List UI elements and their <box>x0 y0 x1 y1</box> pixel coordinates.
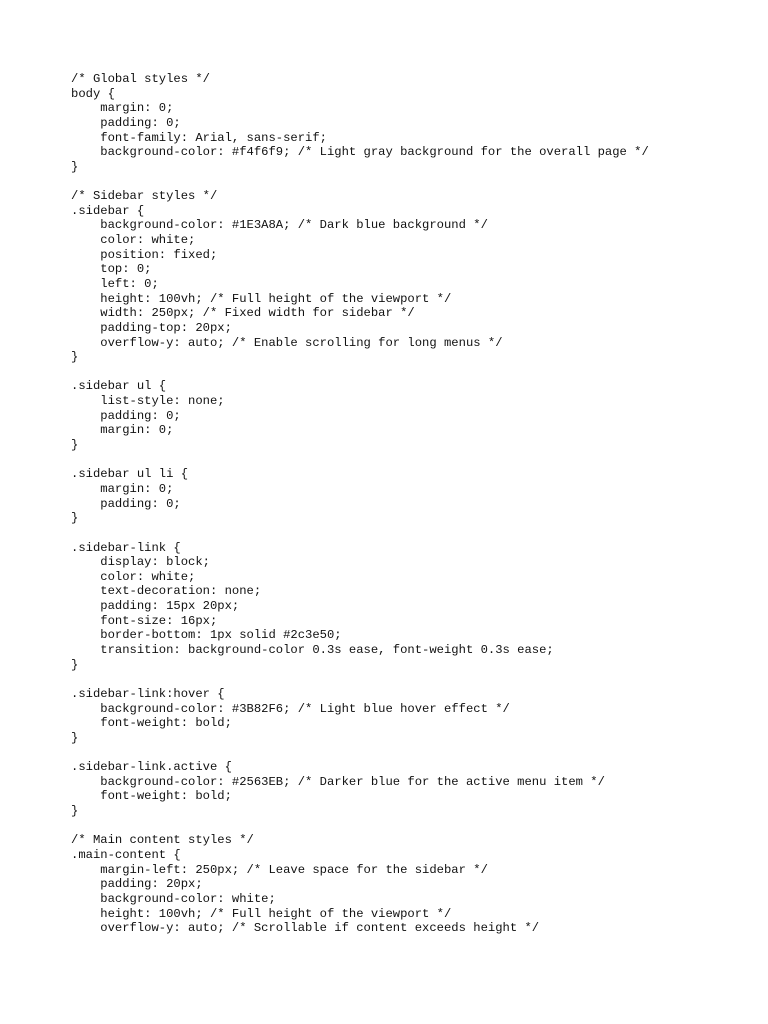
code-line: body { <box>71 86 115 101</box>
code-line: list-style: none; <box>71 394 225 409</box>
code-line: .sidebar-link:hover { <box>71 686 225 701</box>
code-line: .sidebar ul li { <box>71 467 189 482</box>
code-line <box>71 745 649 760</box>
code-line <box>71 526 649 541</box>
code-line: padding: 20px; <box>71 877 203 892</box>
code-line: } <box>71 159 79 174</box>
code-line: font-weight: bold; <box>71 716 232 731</box>
code-line: .main-content { <box>71 847 181 862</box>
code-line: /* Sidebar styles */ <box>71 189 218 204</box>
code-line: } <box>71 804 79 819</box>
code-line: margin-left: 250px; /* Leave space for the sidebar */ <box>71 862 488 877</box>
code-line: padding: 0; <box>71 496 181 511</box>
code-line: background-color: #2563EB; /* Darker blue for the active menu item */ <box>71 774 605 789</box>
code-line <box>71 672 649 687</box>
code-line: } <box>71 511 79 526</box>
code-line: display: block; <box>71 555 210 570</box>
code-line: /* Global styles */ <box>71 72 210 86</box>
code-line: .sidebar { <box>71 203 145 218</box>
code-line: text-decoration: none; <box>71 584 262 599</box>
code-line: position: fixed; <box>71 247 218 262</box>
code-line: color: white; <box>71 569 196 584</box>
code-line: padding: 0; <box>71 408 181 423</box>
code-line: margin: 0; <box>71 101 174 116</box>
code-line <box>71 365 649 380</box>
code-line: background-color: #3B82F6; /* Light blue hover effect */ <box>71 701 510 716</box>
code-line: top: 0; <box>71 262 152 277</box>
code-line: font-weight: bold; <box>71 789 232 804</box>
code-line: overflow-y: auto; /* Scrollable if content exceeds height */ <box>71 921 540 936</box>
code-line: width: 250px; /* Fixed width for sidebar */ <box>71 306 415 321</box>
code-line: } <box>71 657 79 672</box>
code-line: font-size: 16px; <box>71 613 218 628</box>
code-line <box>71 453 649 468</box>
code-line: margin: 0; <box>71 481 174 496</box>
code-line: background-color: white; <box>71 891 276 906</box>
code-line: background-color: #f4f6f9; /* Light gray background for the overall page */ <box>71 145 649 160</box>
code-line: padding: 0; <box>71 115 181 130</box>
code-listing <box>71 72 649 936</box>
code-line: /* Main content styles */ <box>71 833 254 848</box>
code-line: font-family: Arial, sans-serif; <box>71 130 327 145</box>
code-line: padding: 15px 20px; <box>71 599 240 614</box>
code-line: height: 100vh; /* Full height of the viewport */ <box>71 906 452 921</box>
code-line <box>71 819 649 834</box>
code-line: } <box>71 350 79 365</box>
code-line: padding-top: 20px; <box>71 320 232 335</box>
code-line: background-color: #1E3A8A; /* Dark blue background */ <box>71 218 488 233</box>
code-line: } <box>71 438 79 453</box>
code-line: transition: background-color 0.3s ease, font-weight 0.3s ease; <box>71 642 554 657</box>
code-line: margin: 0; <box>71 423 174 438</box>
code-line: .sidebar-link { <box>71 540 181 555</box>
code-line: color: white; <box>71 233 196 248</box>
code-line: left: 0; <box>71 276 159 291</box>
code-line: .sidebar ul { <box>71 379 167 394</box>
code-line: border-bottom: 1px solid #2c3e50; <box>71 628 342 643</box>
code-line: .sidebar-link.active { <box>71 760 232 775</box>
code-line: } <box>71 730 79 745</box>
code-line <box>71 174 649 189</box>
code-line: overflow-y: auto; /* Enable scrolling for long menus */ <box>71 335 503 350</box>
code-line: height: 100vh; /* Full height of the viewport */ <box>71 291 452 306</box>
